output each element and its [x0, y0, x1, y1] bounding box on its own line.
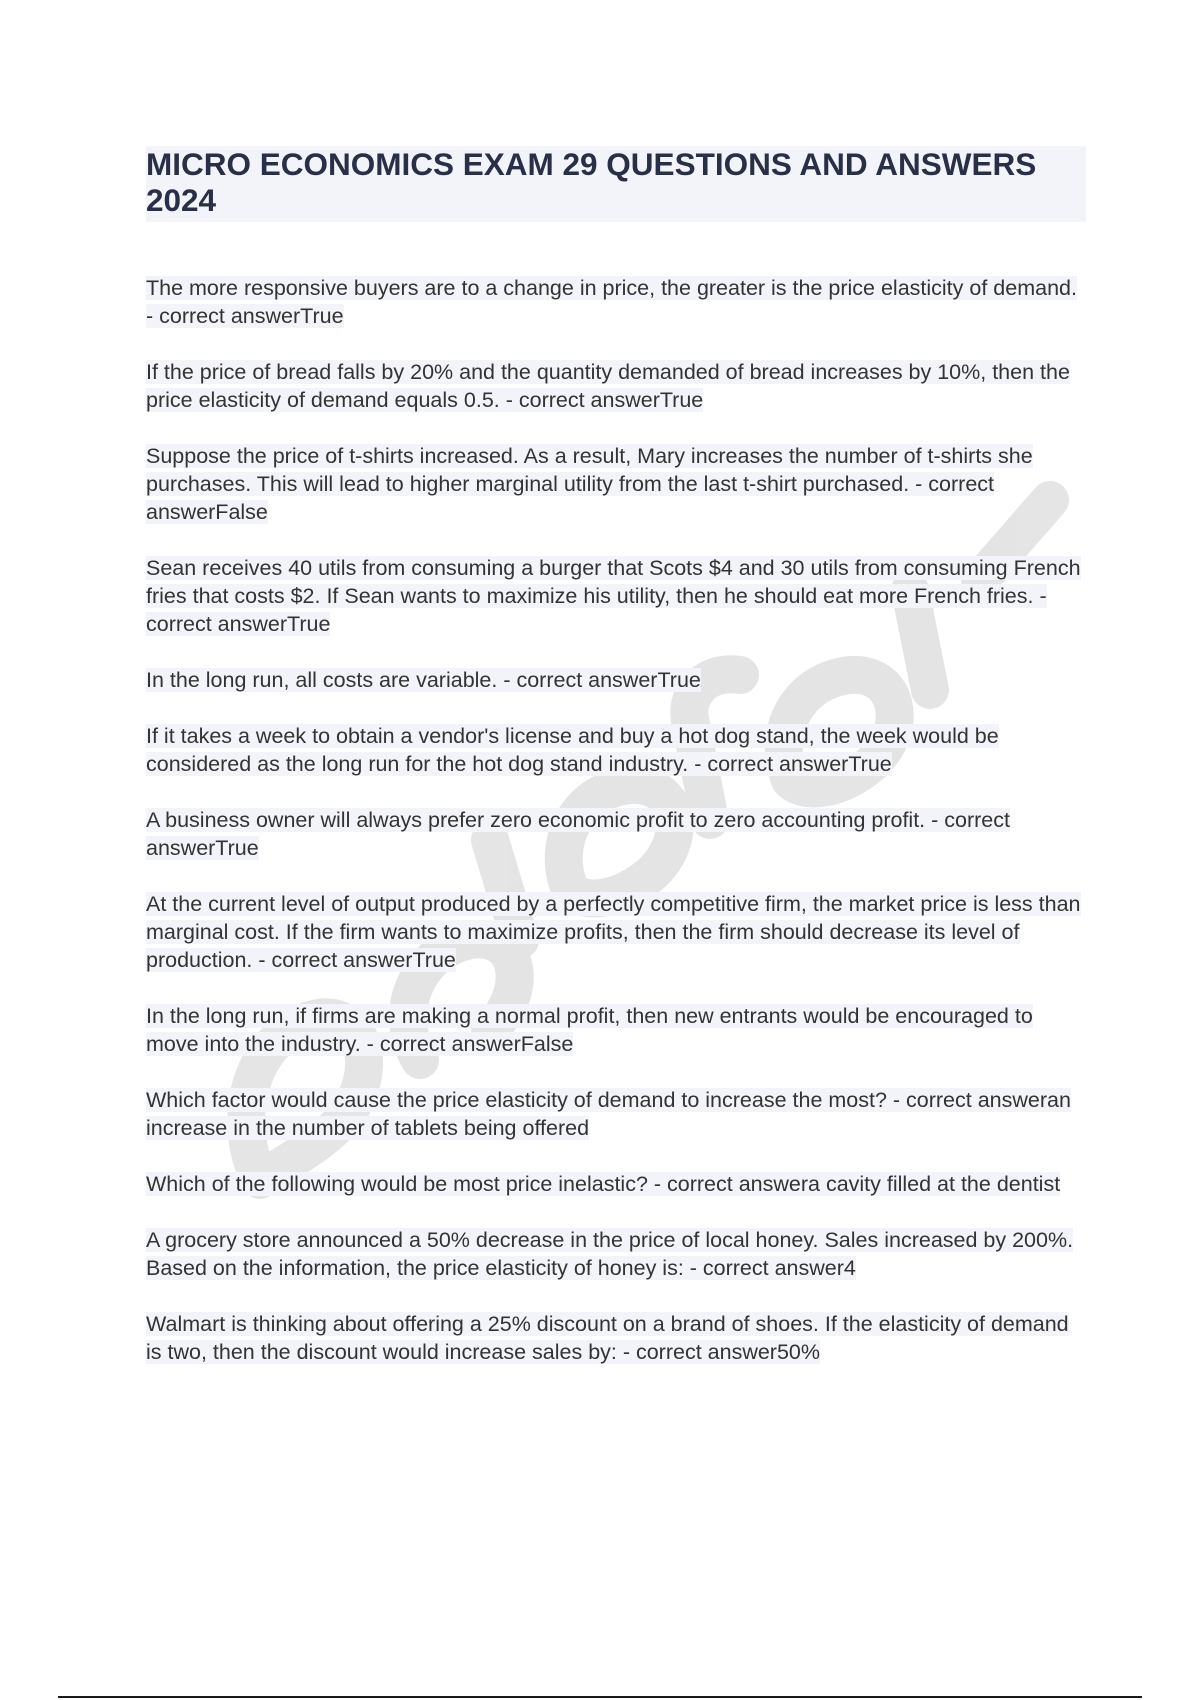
qa-text: Which of the following would be most price inelastic? - correct answera cavity filled at the dentist [146, 1172, 1061, 1196]
qa-item [146, 274, 1086, 330]
qa-text: Sean receives 40 utils from consuming a burger that Scots $4 and 30 utils from consuming French fries that costs $2. If Sean wants to maximize his utility, then he should eat more French fries. - correct answerTrue [146, 556, 1081, 636]
qa-item [146, 1226, 1086, 1282]
qa-text: In the long run, all costs are variable. - correct answerTrue [146, 668, 701, 692]
qa-item [146, 1170, 1086, 1198]
qa-text: If the price of bread falls by 20% and the quantity demanded of bread increases by 10%, then the price elasticity of demand equals 0.5. - correct answerTrue [146, 360, 1070, 412]
qa-item [146, 1310, 1086, 1366]
qa-item [146, 722, 1086, 778]
qa-text: If it takes a week to obtain a vendor's license and buy a hot dog stand, the week would be considered as the long run for the hot dog stand industry. - correct answerTrue [146, 724, 999, 776]
qa-item [146, 666, 1086, 694]
qa-text: A business owner will always prefer zero economic profit to zero accounting profit. - correct answerTrue [146, 808, 1010, 860]
qa-item [146, 442, 1086, 526]
qa-item [146, 890, 1086, 974]
qa-item [146, 554, 1086, 638]
qa-text: A grocery store announced a 50% decrease in the price of local honey. Sales increased by 200%. Based on the information, the price elasticity of honey is: - correct answer4 [146, 1228, 1074, 1280]
qa-text: Walmart is thinking about offering a 25% discount on a brand of shoes. If the elasticity of demand is two, then the discount would increase sales by: - correct answer50% [146, 1312, 1069, 1364]
qa-item [146, 358, 1086, 414]
qa-item [146, 1086, 1086, 1142]
qa-item [146, 806, 1086, 862]
qa-text: The more responsive buyers are to a change in price, the greater is the price elasticity of demand. - correct answerTrue [146, 276, 1077, 328]
qa-item [146, 1002, 1086, 1058]
qa-text: At the current level of output produced by a perfectly competitive firm, the market price is less than marginal cost. If the firm wants to maximize profits, then the firm should decrease its level of production. - correct answerTrue [146, 892, 1081, 972]
document-title: MICRO ECONOMICS EXAM 29 QUESTIONS AND ANSWERS 2024 [146, 146, 1086, 222]
qa-text: Which factor would cause the price elasticity of demand to increase the most? - correct answeran increase in the number of tablets being offered [146, 1088, 1071, 1140]
qa-text: Suppose the price of t-shirts increased. As a result, Mary increases the number of t-shirts she purchases. This will lead to higher marginal utility from the last t-shirt purchased. - correct answerFalse [146, 444, 1033, 524]
footer-rule [58, 1696, 1142, 1698]
qa-text: In the long run, if firms are making a normal profit, then new entrants would be encouraged to move into the industry. - correct answerFalse [146, 1004, 1033, 1056]
qa-list [146, 274, 1086, 1394]
